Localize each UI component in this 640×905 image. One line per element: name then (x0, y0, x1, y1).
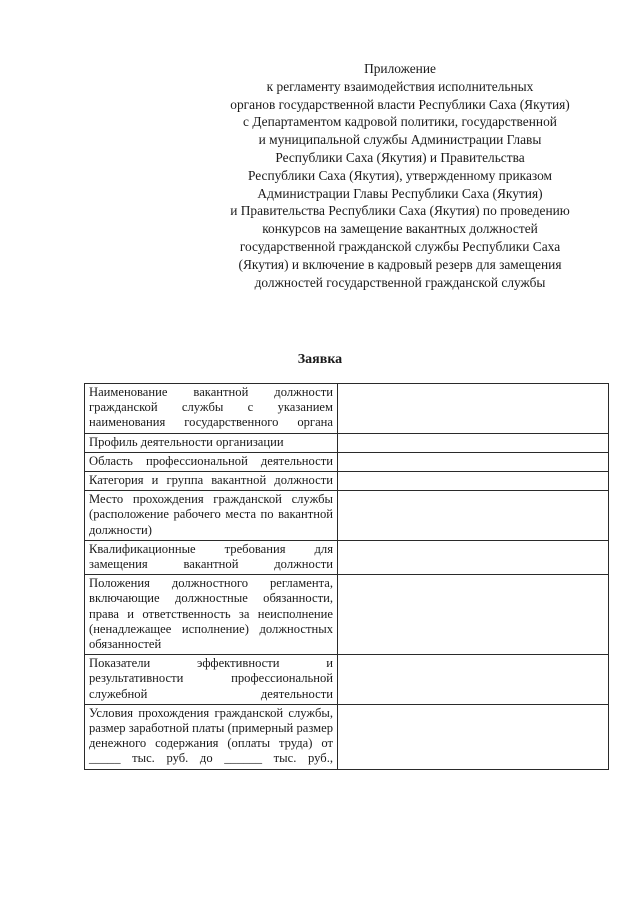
field-value-service-conditions[interactable] (338, 704, 609, 769)
field-value-category-group[interactable] (338, 472, 609, 491)
document-title: Заявка (297, 352, 343, 367)
field-label-professional-area: Область профессиональной деятельности (85, 452, 338, 471)
field-label-organization-profile: Профиль деятельности организации (85, 433, 338, 452)
header-line: Республики Саха (Якутия), утвержденному приказом (247, 167, 553, 183)
field-label-qualification-requirements: Квалификационные требования для замещения вакантной должности (85, 540, 338, 574)
field-label-performance-indicators: Показатели эффективности и результативности профессиональной служебной деятельности (85, 655, 338, 705)
table-row (85, 472, 609, 491)
table-row (85, 433, 609, 452)
table-row (85, 704, 609, 769)
field-label-job-regulations: Положения должностного регламента, включающие должностные обязанности, права и ответственность за неисполнение (ненадлежащее исполнение) должностных обязанностей (85, 575, 338, 655)
page-crop-mask (84, 824, 600, 905)
table-row (85, 655, 609, 705)
field-value-performance-indicators[interactable] (338, 655, 609, 705)
field-value-service-location[interactable] (338, 491, 609, 541)
field-value-professional-area[interactable] (338, 452, 609, 471)
header-line: Приложение (364, 61, 436, 76)
header-line: государственной гражданской службы Республики Саха (239, 238, 561, 254)
table-row (85, 491, 609, 541)
field-value-job-regulations[interactable] (338, 575, 609, 655)
appendix-header (200, 60, 600, 291)
header-line: должностей государственной гражданской службы (254, 274, 546, 290)
table-row (85, 452, 609, 471)
header-line: Республики Саха (Якутия) и Правительства (275, 149, 525, 165)
table-row (85, 540, 609, 574)
header-line: конкурсов на замещение вакантных должностей (262, 221, 538, 237)
field-label-service-conditions: Условия прохождения гражданской службы, размер заработной платы (примерный размер денежного содержания (оплаты труда) от _____ тыс. руб. до ______ тыс. руб., (85, 704, 338, 769)
header-line: к регламенту взаимодействия исполнительных (266, 78, 534, 94)
header-line: Администрации Главы Республики Саха (Якутия) (257, 185, 543, 201)
table-row (85, 575, 609, 655)
table-row (85, 384, 609, 434)
field-value-qualification-requirements[interactable] (338, 540, 609, 574)
field-label-vacancy-name: Наименование вакантной должности гражданской службы с указанием наименования государственного органа (85, 384, 338, 434)
header-line: и Правительства Республики Саха (Якутия) по проведению (230, 203, 570, 219)
field-label-category-group: Категория и группа вакантной должности (85, 472, 338, 491)
field-value-vacancy-name[interactable] (338, 384, 609, 434)
header-line: (Якутия) и включение в кадровый резерв для замещения (238, 256, 562, 272)
header-line: и муниципальной службы Администрации Главы (258, 132, 542, 148)
field-label-service-location: Место прохождения гражданской службы (расположение рабочего места по вакантной должности) (85, 491, 338, 541)
application-form-table (84, 383, 609, 770)
header-line: с Департаментом кадровой политики, государственной (243, 114, 557, 130)
field-value-organization-profile[interactable] (338, 433, 609, 452)
header-line: органов государственной власти Республики Саха (Якутия) (230, 96, 570, 112)
